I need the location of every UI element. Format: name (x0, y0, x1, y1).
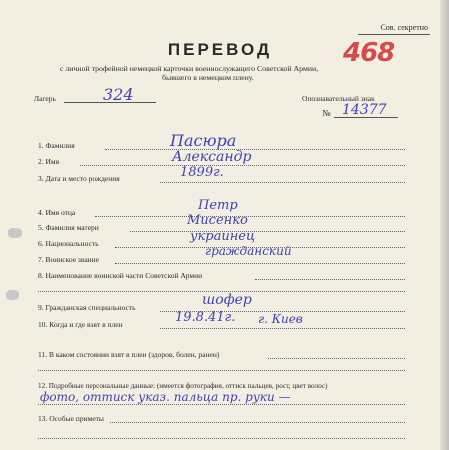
field-line-name (80, 165, 405, 166)
field-line-rank (115, 263, 405, 264)
field-label-rank: 7. Воинское звание (38, 255, 100, 264)
field-label-special-marks: 13. Особые приметы (38, 414, 104, 423)
field-label-surname: 1. Фамилия (38, 141, 75, 150)
field-value-profession: шофер (202, 292, 252, 308)
field-label-unit: 8. Наименование воинской части Советской Армии (38, 271, 203, 280)
page-edge-shadow (440, 0, 449, 450)
field-value-nationality: украинец (190, 229, 256, 244)
field-label-captured: 10. Когда и где взят в плен (38, 320, 123, 329)
punch-hole-top (8, 228, 22, 238)
field-line-personal-data (38, 404, 405, 405)
field-label-condition: 11. В каком состоянии взят в плен (здоров, болен, ранен) (38, 350, 220, 359)
id-tag-label: Опознавательный знак (302, 94, 375, 103)
id-tag-no-label: № (322, 108, 331, 118)
field-value-rank: гражданский (205, 244, 292, 258)
field-value-birth: 1899г. (180, 165, 224, 180)
camp-label: Лагерь (34, 94, 56, 103)
field-value-captured-date: 19.8.41г. (175, 310, 236, 325)
classification-mark: Сов. секретно (380, 23, 428, 32)
field-label-personal-data: 12. Подробные персональные данные: (имеется фотография, оттиск пальцев, рост, цвет волос) (38, 382, 328, 390)
punch-hole-bottom (6, 290, 19, 300)
field-line-special-marks (110, 422, 405, 423)
field-value-captured-place: г. Киев (258, 312, 303, 326)
field-line-captured (160, 328, 405, 329)
field-line-father (95, 216, 405, 217)
subtitle-line-2: бывшего в немецком плену. (162, 73, 254, 82)
id-tag-value: 14377 (342, 102, 387, 118)
field-label-profession: 9. Гражданская специальность (38, 303, 136, 312)
field-line-unit (255, 279, 405, 280)
field-label-nationality: 6. Национальность (38, 239, 99, 248)
field-label-mother: 5. Фамилия матери (38, 223, 99, 232)
field-value-name: Александр (172, 149, 252, 165)
field-line-condition-2 (38, 370, 405, 371)
field-line-condition (268, 358, 405, 359)
field-label-birth: 3. Дата и место рождения (38, 174, 120, 183)
classification-underline (358, 34, 430, 35)
field-label-name: 2. Имя (38, 157, 60, 166)
field-label-father: 4. Имя отца (38, 208, 76, 217)
field-value-father: Петр (198, 198, 238, 213)
archive-number-stamp: 468 (343, 38, 395, 68)
field-line-special-marks-2 (38, 438, 405, 439)
subtitle-line-1: с личной трофейной немецкой карточки военнослужащего Советской Армии, (60, 64, 319, 73)
field-value-mother: Мисенко (187, 213, 248, 228)
field-line-mother (130, 231, 405, 232)
field-line-surname (105, 149, 405, 150)
field-line-birth (160, 182, 405, 183)
document-title: ПЕРЕВОД (167, 40, 273, 59)
field-value-surname: Пасюра (170, 131, 237, 150)
field-value-personal-data: фото, оттиск указ. пальца пр. руки — (40, 390, 291, 404)
camp-value: 324 (103, 85, 134, 104)
